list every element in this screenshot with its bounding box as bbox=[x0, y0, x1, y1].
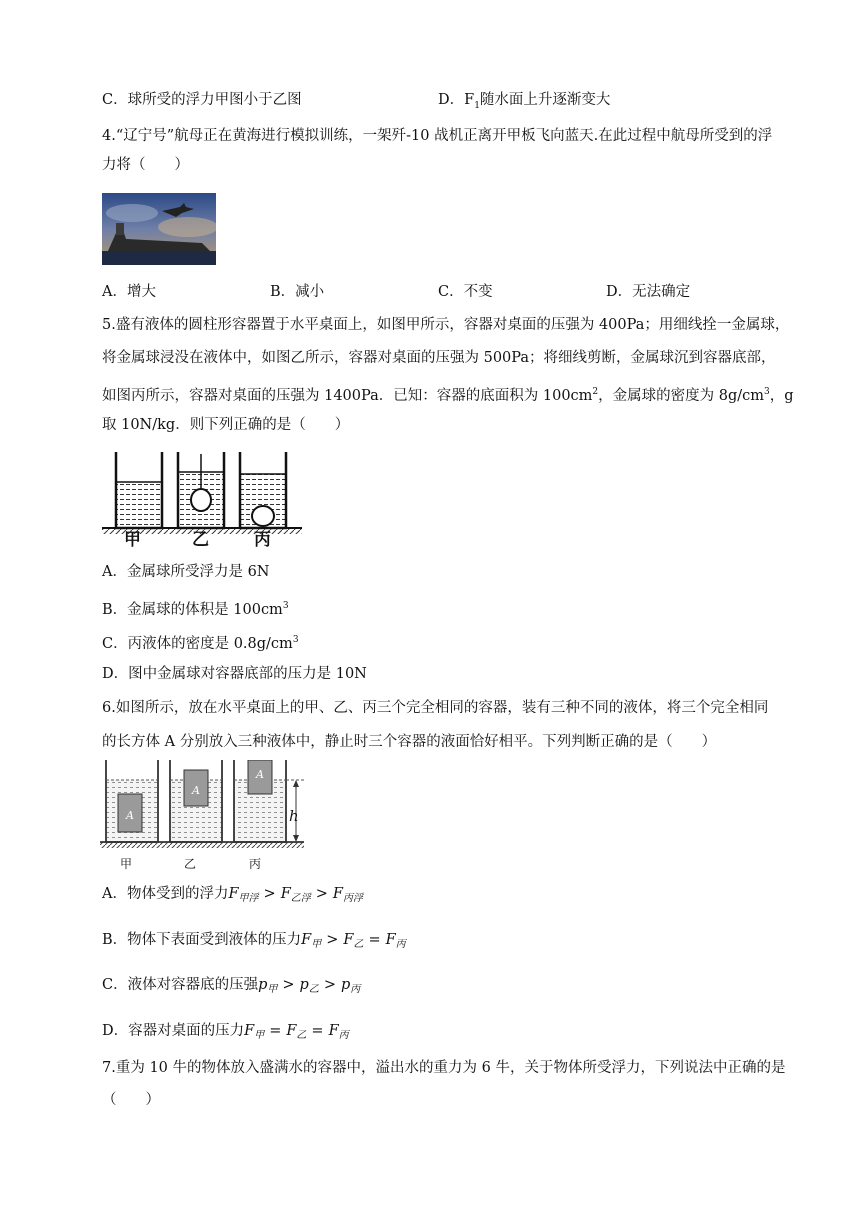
q6-fig-label-bing: 丙 bbox=[249, 857, 262, 871]
q4-option-a[interactable]: A．增大 bbox=[102, 284, 156, 300]
q6-option-a-math: $F_{甲浮} > F_{乙浮} > F_{丙浮}$ bbox=[228, 886, 363, 904]
q4-option-d[interactable]: D．无法确定 bbox=[606, 284, 691, 300]
q5-option-b-text: B．金属球的体积是 100cm bbox=[102, 602, 283, 618]
q6-fig-label-jia: 甲 bbox=[120, 857, 133, 871]
q3-option-d[interactable] bbox=[438, 90, 610, 116]
q3-option-d-sub: 1 bbox=[474, 100, 480, 111]
q6-option-b[interactable] bbox=[102, 930, 406, 955]
q5-option-c-text: C．丙液体的密度是 0.8g/cm bbox=[102, 636, 293, 652]
q7-stem-line-1: 7.重为 10 牛的物体放入盛满水的容器中，溢出水的重力为 6 牛，关于物体所受浮力，下列说法中正确的是 bbox=[102, 1060, 786, 1076]
q5-stem-line-3 bbox=[102, 382, 794, 406]
q5-option-b[interactable] bbox=[102, 596, 289, 620]
q4-stem-line-2: 力将（ ） bbox=[102, 157, 189, 173]
q5-option-c-sup: 3 bbox=[292, 635, 299, 645]
q5-line3-sup3: 3 bbox=[764, 387, 770, 397]
q5-option-c[interactable] bbox=[102, 630, 299, 654]
q6-stem-line-1: 6.如图所示，放在水平桌面上的甲、乙、丙三个完全相同的容器，装有三种不同的液体，将三个完全相同 bbox=[102, 700, 769, 716]
q5-line3-a: 如图丙所示，容器对桌面的压强为 1400Pa．已知：容器的底面积为 100cm bbox=[102, 388, 593, 404]
q3-option-d-post: 随水面上升逐渐变大 bbox=[479, 92, 611, 108]
q6-option-b-math: $F_甲 > F_乙 = F_丙$ bbox=[301, 932, 406, 950]
q5-line3-c: ，g bbox=[769, 388, 794, 404]
q5-option-d[interactable]: D．图中金属球对容器底部的压力是 10N bbox=[102, 666, 367, 682]
q6-option-a-text: A．物体受到的浮力 bbox=[102, 886, 229, 902]
aircraft-carrier-photo bbox=[102, 193, 216, 265]
q6-option-b-text: B．物体下表面受到液体的压力 bbox=[102, 932, 302, 948]
q4-option-c[interactable]: C．不变 bbox=[438, 284, 493, 300]
q5-option-a[interactable]: A．金属球所受浮力是 6N bbox=[102, 564, 270, 580]
q3-option-d-pre: D．F bbox=[438, 92, 475, 108]
q5-fig-label-bing: 丙 bbox=[254, 530, 271, 550]
q5-stem-line-2: 将金属球浸没在液体中，如图乙所示，容器对桌面的压强为 500Pa；将细线剪断，金属球沉到容器底部， bbox=[102, 350, 776, 366]
q6-option-d[interactable] bbox=[102, 1021, 349, 1046]
q6-option-c-text: C．液体对容器底的压强 bbox=[102, 977, 259, 993]
q5-line3-b: ，金属球的密度为 8g/cm bbox=[598, 388, 765, 404]
q5-option-b-sup: 3 bbox=[282, 601, 289, 611]
q5-line3-sup2: 2 bbox=[592, 387, 599, 397]
q6-block-label-3: A bbox=[256, 768, 264, 781]
q3-option-c[interactable]: C．球所受的浮力甲图小于乙图 bbox=[102, 92, 302, 108]
q4-option-b[interactable]: B．减小 bbox=[270, 284, 325, 300]
q6-block-label-2: A bbox=[192, 784, 200, 797]
q6-stem-line-2: 的长方体 A 分别放入三种液体中，静止时三个容器的液面恰好相平。下列判断正确的是（ ） bbox=[102, 734, 717, 750]
q6-h-label: h bbox=[289, 807, 299, 825]
q5-fig-label-jia: 甲 bbox=[124, 530, 141, 550]
q4-stem-line-1: 4.“辽宁号”航母正在黄海进行模拟训练，一架歼-10 战机正离开甲板飞向蓝天.在此过程中航母所受到的浮 bbox=[102, 128, 773, 144]
q6-block-label-1: A bbox=[126, 809, 134, 822]
q6-option-d-text: D．容器对桌面的压力 bbox=[102, 1023, 245, 1039]
q5-stem-line-1: 5.盛有液体的圆柱形容器置于水平桌面上，如图甲所示，容器对桌面的压强为 400Pa；用细线拴一金属球， bbox=[102, 317, 790, 333]
q7-stem-line-2: （ ） bbox=[102, 1092, 160, 1108]
q6-fig-label-yi: 乙 bbox=[184, 857, 197, 871]
q6-option-c[interactable] bbox=[102, 975, 360, 1000]
q6-option-d-math: $F_甲 = F_乙 = F_丙$ bbox=[244, 1023, 349, 1041]
q5-fig-label-yi: 乙 bbox=[192, 530, 209, 550]
q5-stem-line-4: 取 10N/kg．则下列正确的是（ ） bbox=[102, 417, 350, 433]
q6-option-c-math: $p_甲 > p_乙 > p_丙$ bbox=[258, 977, 361, 995]
q6-option-a[interactable] bbox=[102, 884, 363, 909]
